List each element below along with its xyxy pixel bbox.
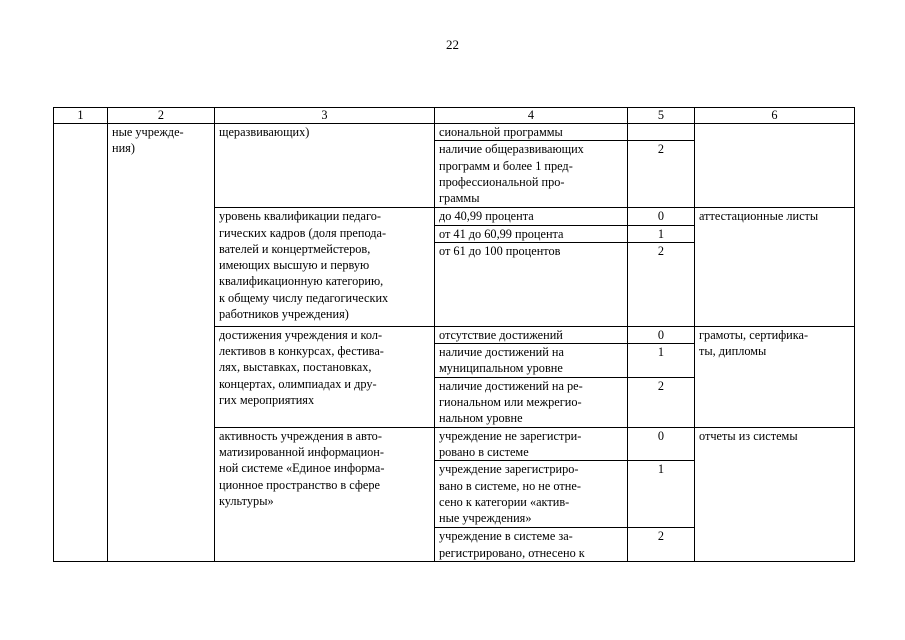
column-header: 5 — [628, 108, 695, 124]
cell-text: уровень квалификации педаго- гических кадров (доля препода- вателей и концертмейстеров, имеющих высшую и первую квалификационную категорию, к общему числу педагогических работников учреждения) — [219, 209, 389, 322]
cell-text: 0 — [657, 428, 665, 443]
cell-text: учреждение в системе за- регистрировано, отнесено к — [439, 529, 585, 560]
score-cell — [628, 377, 695, 427]
column-header: 4 — [435, 108, 628, 124]
column-header: 2 — [108, 108, 215, 124]
cell-text: учреждение зарегистриро- вано в системе, но не отне- сено к категории «актив- ные учреждения» — [439, 462, 581, 526]
criterion-cell — [435, 528, 628, 562]
cell-text: аттестационные листы — [699, 209, 819, 224]
score-cell — [628, 427, 695, 461]
cell-text: 2 — [657, 142, 665, 157]
cell-text: 2 — [657, 243, 665, 258]
cell-text: 1 — [657, 226, 665, 241]
score-cell — [628, 528, 695, 562]
evidence-cell — [695, 208, 855, 327]
score-cell — [628, 225, 695, 242]
column-header: 1 — [54, 108, 108, 124]
score-cell — [628, 326, 695, 343]
page-number: 22 — [446, 37, 459, 52]
indicator-cell — [215, 124, 435, 208]
evidence-cell — [695, 124, 855, 208]
cell-text: отсутствие достижений — [439, 327, 563, 342]
score-cell — [628, 461, 695, 528]
criterion-cell — [435, 377, 628, 427]
score-cell — [628, 141, 695, 208]
score-cell — [628, 124, 695, 141]
cell-text: сиональной программы — [439, 125, 563, 139]
cell-text: достижения учреждения и кол- лективов в конкурсах, фестива- лях, выставках, постановках, концертах, олимпиадах и дру- гих мероприятиях — [219, 327, 384, 408]
cell-text: 0 — [657, 209, 665, 224]
cell-text: наличие общеразвивающих программ и более 1 пред- профессиональной про- граммы — [439, 142, 584, 206]
indicator-cell — [215, 326, 435, 427]
evidence-cell — [695, 427, 855, 561]
cell-text: отчеты из системы — [699, 428, 798, 443]
indicator-cell — [215, 427, 435, 561]
cell-text: 0 — [657, 327, 665, 342]
cell-text: наличие достижений на ре- гиональном или межрегио- нальном уровне — [439, 378, 583, 426]
criterion-cell — [435, 427, 628, 461]
criterion-cell — [435, 344, 628, 378]
indicator-cell — [215, 208, 435, 327]
table-header-row — [54, 108, 855, 124]
score-cell — [628, 242, 695, 326]
score-cell — [628, 208, 695, 225]
criterion-cell — [435, 141, 628, 208]
number-cell — [54, 124, 108, 562]
criterion-cell — [435, 208, 628, 225]
criterion-cell — [435, 124, 628, 141]
cell-text: наличие достижений на муниципальном уровне — [439, 345, 564, 376]
cell-text: до 40,99 процента — [439, 209, 534, 224]
criterion-cell — [435, 225, 628, 242]
criterion-cell — [435, 326, 628, 343]
score-cell — [628, 344, 695, 378]
cell-text: щеразвивающих) — [219, 125, 310, 139]
cell-text: 2 — [657, 529, 665, 544]
cell-text: 1 — [657, 345, 665, 360]
cell-text: учреждение не зарегистри- ровано в системе — [439, 428, 582, 460]
evidence-cell — [695, 326, 855, 427]
institution-type-cell — [108, 124, 215, 562]
criterion-cell — [435, 461, 628, 528]
column-header: 6 — [695, 108, 855, 124]
cell-text: от 61 до 100 процентов — [439, 243, 561, 258]
cell-text: активность учреждения в авто- матизированной информацион- ной системе «Единое информа- ционное пространство в сфере культуры» — [219, 428, 385, 508]
cell-text: грамоты, сертифика- ты, дипломы — [699, 327, 809, 359]
table-row — [54, 124, 855, 141]
cell-text: 1 — [657, 462, 665, 477]
criteria-table — [53, 107, 855, 562]
criterion-cell — [435, 242, 628, 326]
cell-text: 2 — [657, 378, 665, 393]
cell-text: ные учрежде- ния) — [112, 125, 184, 156]
column-header: 3 — [215, 108, 435, 124]
cell-text: от 41 до 60,99 процента — [439, 226, 564, 241]
